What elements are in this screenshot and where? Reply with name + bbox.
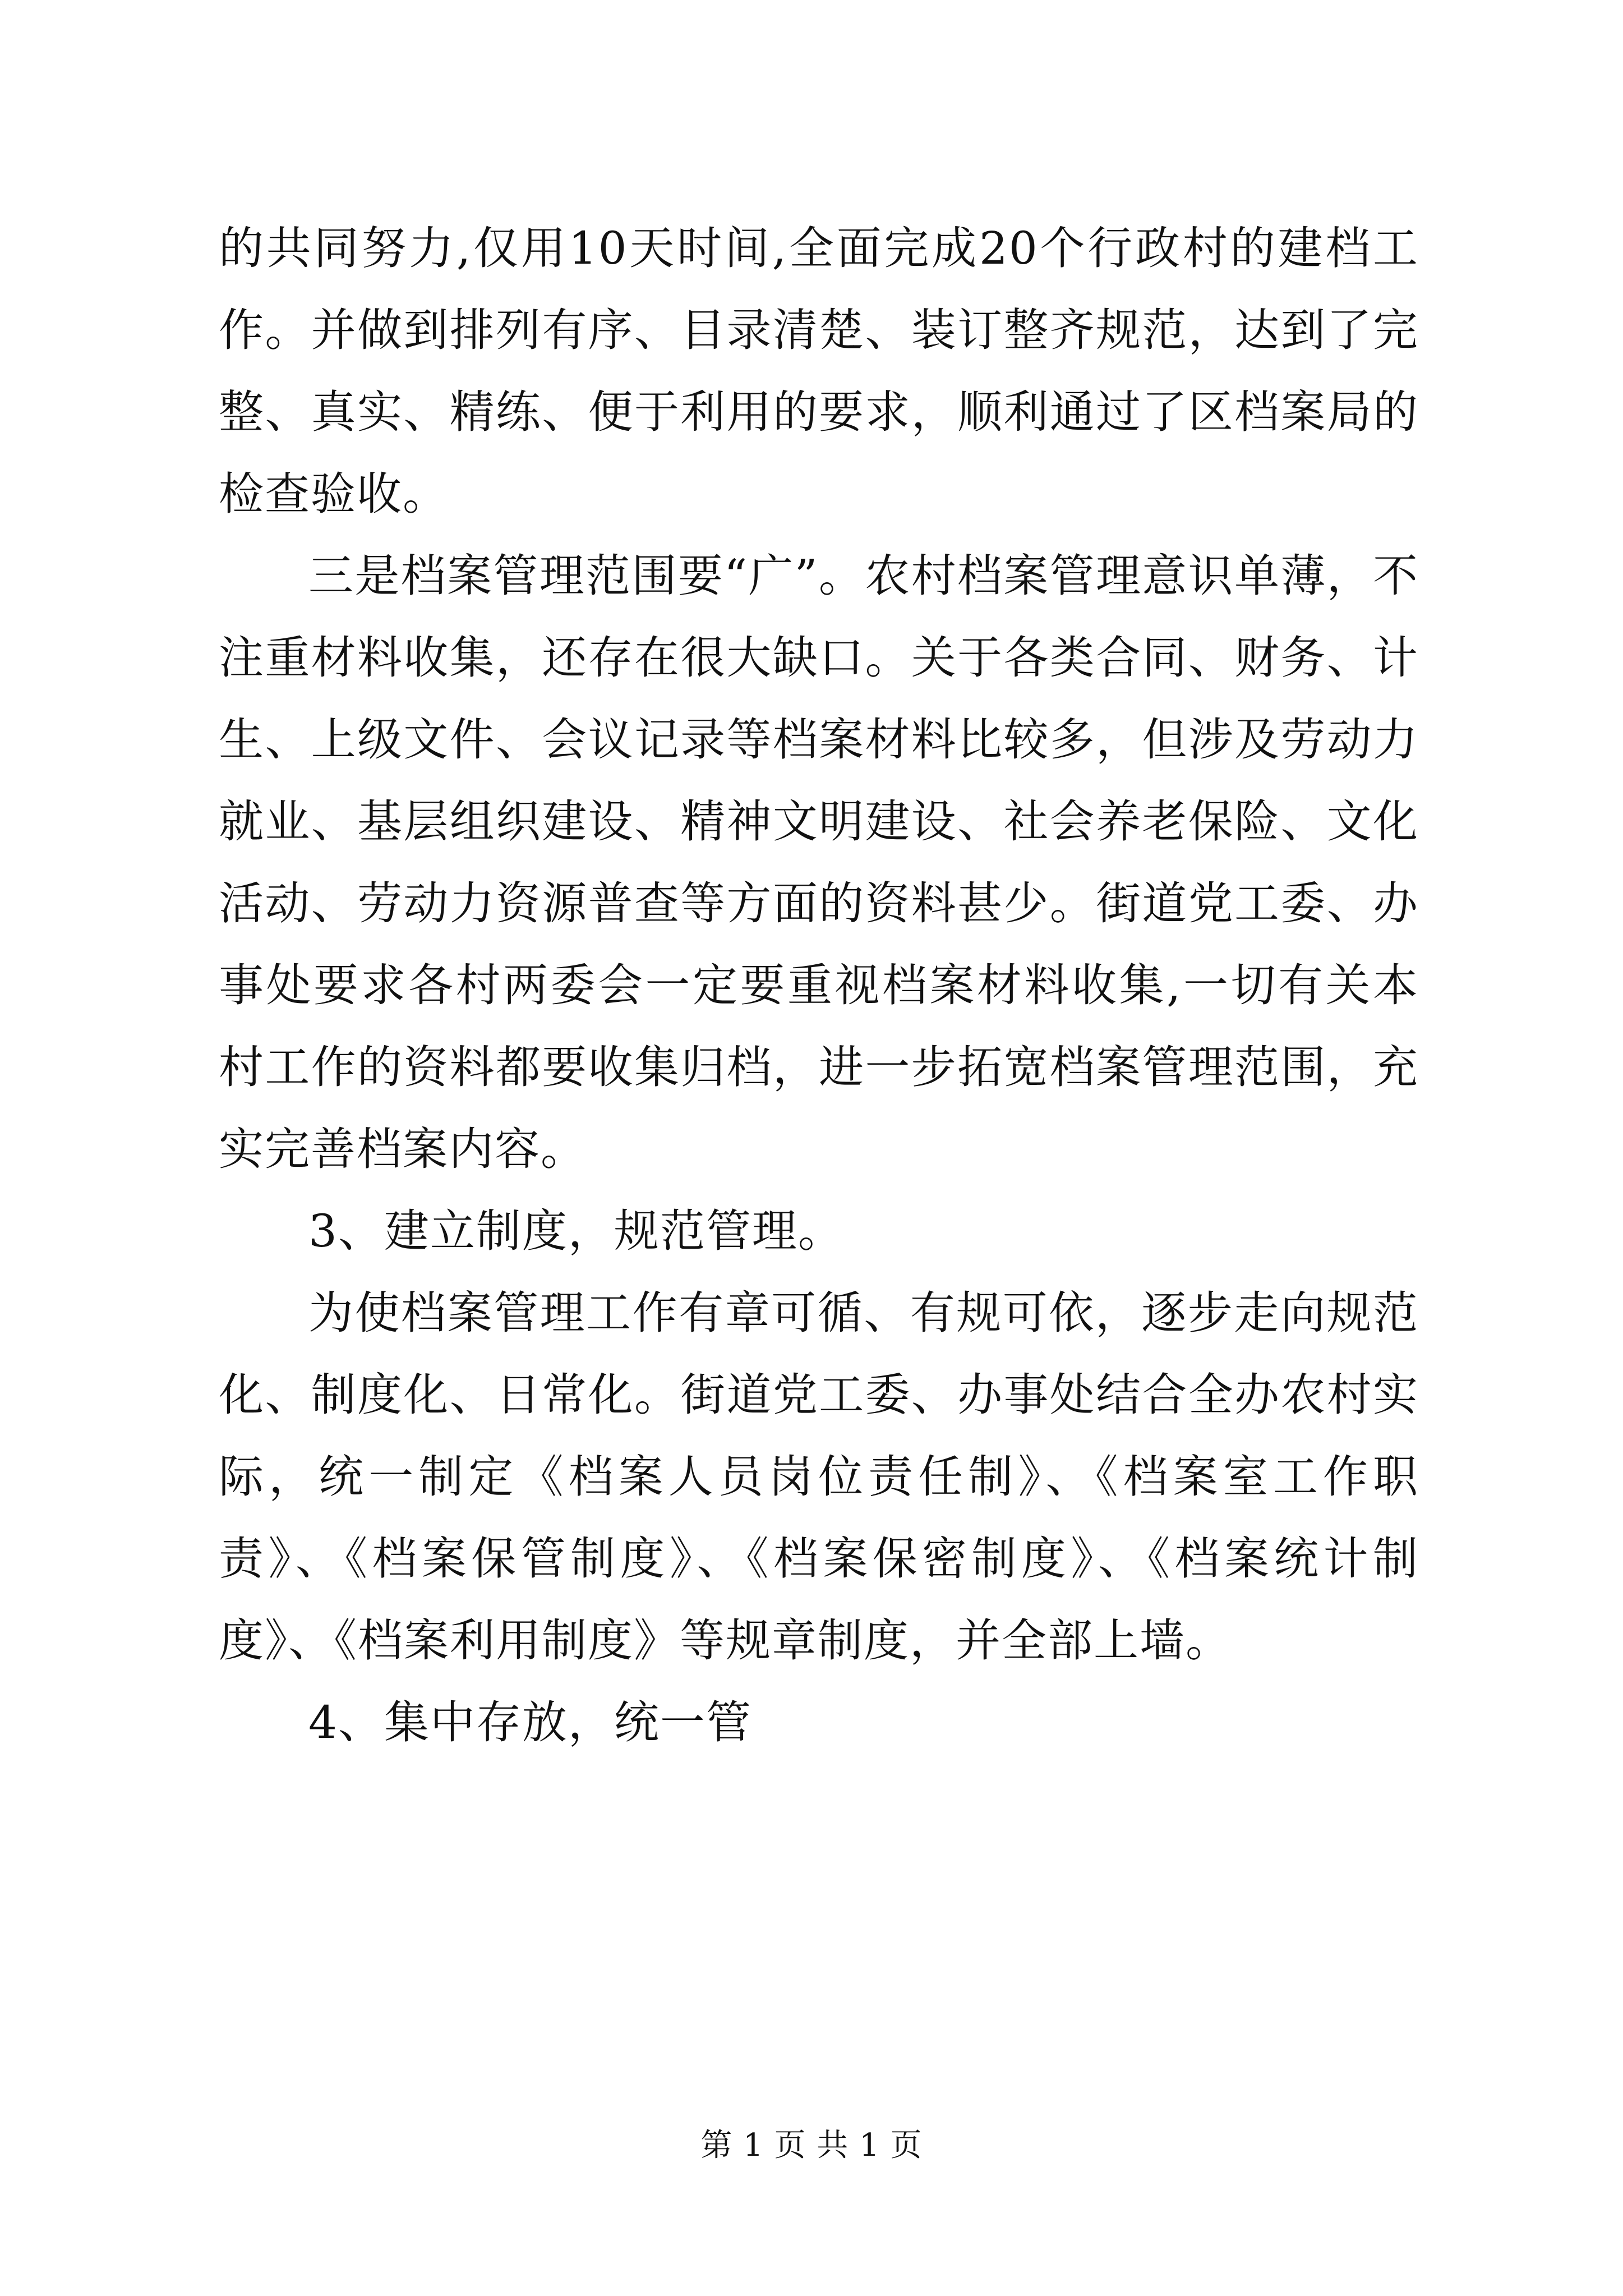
section-heading-3: 3、建立制度，规范管理。 (308, 1205, 844, 1257)
document-body (219, 208, 1419, 1764)
section-heading-4: 4、集中存放，统一管 (308, 1696, 752, 1749)
paragraph-archive-scope: 三是档案管理范围要“广”。农村档案管理意识单薄，不注重材料收集，还存在很大缺口。关于各类合同、财务、计生、上级文件、会议记录等档案材料比较多，但涉及劳动力就业、基层组织建设、精神文明建设、社会养老保险、文化活动、劳动力资源普查等方面的资料甚少。街道党工委、办事处要求各村两委会一定要重视档案材料收集,一切有关本村工作的资料都要收集归档，进一步拓宽档案管理范围，充实完善档案内容。 (219, 550, 1419, 1175)
paragraph-continuation: 的共同努力,仅用10天时间,全面完成20个行政村的建档工作。并做到排列有序、目录清楚、装订整齐规范，达到了完整、真实、精练、便于利用的要求，顺利通过了区档案局的检查验收。 (219, 222, 1419, 520)
paragraph-regulations: 为使档案管理工作有章可循、有规可依，逐步走向规范化、制度化、日常化。街道党工委、办事处结合全办农村实际，统一制定《档案人员岗位责任制》、《档案室工作职责》、《档案保管制度》、《档案保密制度》、《档案统计制度》、《档案利用制度》等规章制度，并全部上墙。 (219, 1287, 1419, 1667)
page-footer: 第 1 页 共 1 页 (700, 2127, 923, 2164)
